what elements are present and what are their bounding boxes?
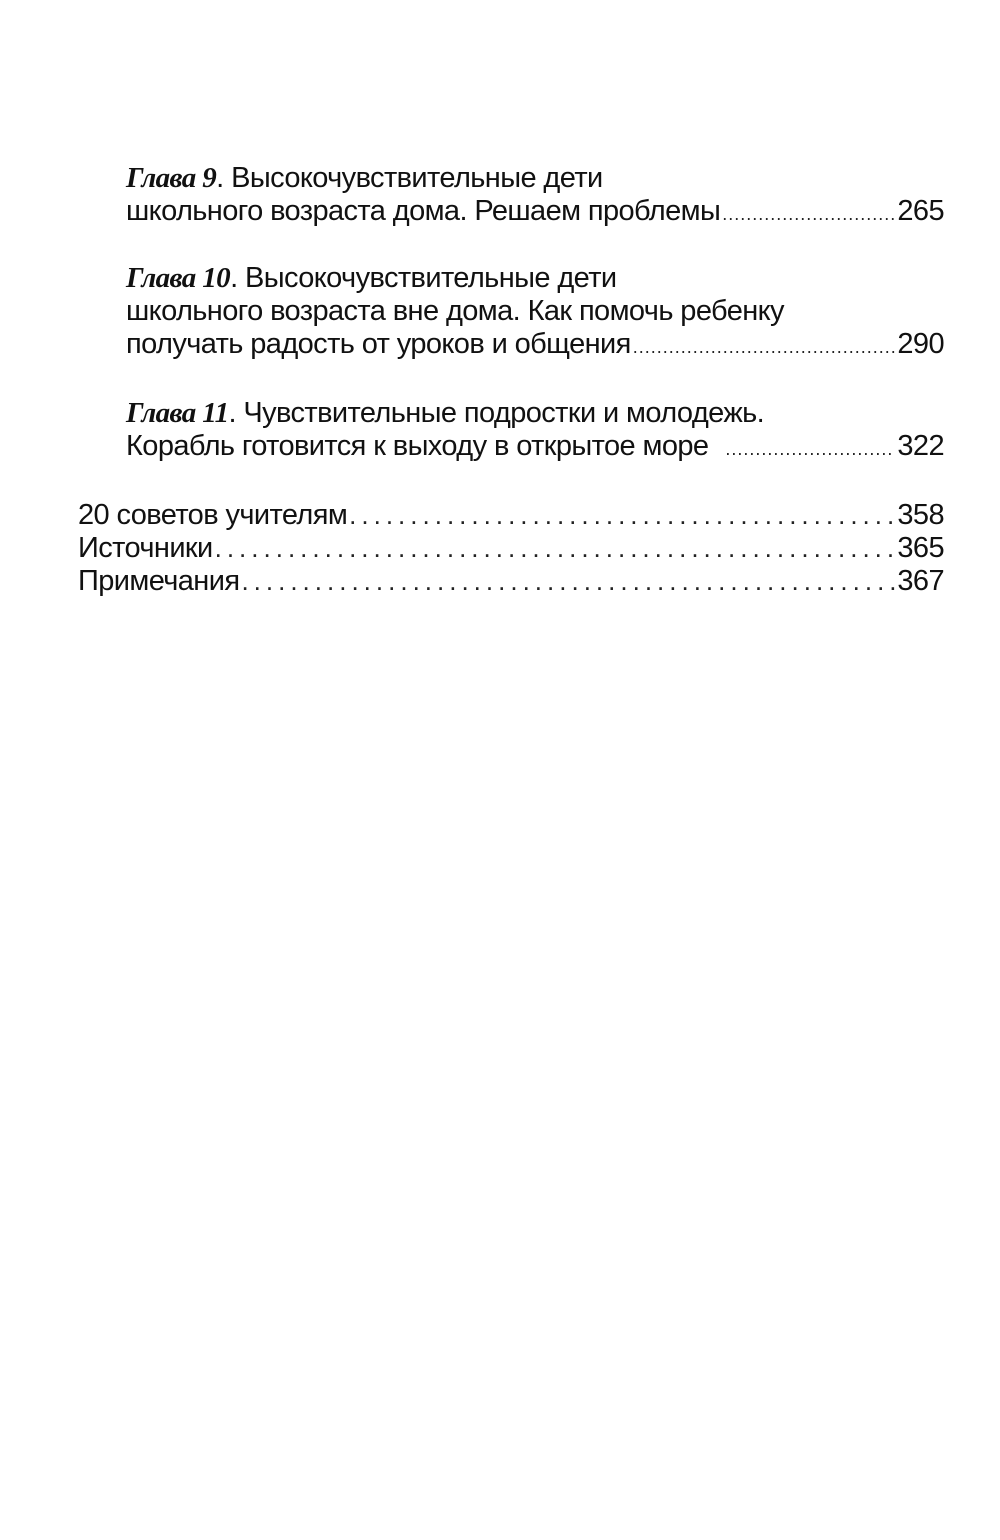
toc-entry-title-line-2 xyxy=(126,195,944,231)
page-number: 365 xyxy=(897,532,944,564)
chapter-title-line: Корабль готовится к выходу в открытое море xyxy=(126,430,709,462)
entry-title: Примечания xyxy=(78,565,240,597)
toc-entry-sources[interactable] xyxy=(78,532,944,565)
dot-leader xyxy=(241,565,895,598)
page-number: 358 xyxy=(897,499,944,531)
chapter-title-line: Высокочувствительные дети xyxy=(245,262,617,294)
toc-entry-title-line-2 xyxy=(126,430,944,466)
chapter-label: Глава 10 xyxy=(126,262,231,294)
toc-entry-title-line-2 xyxy=(126,295,944,328)
chapter-title-line: Высокочувствительные дети xyxy=(231,162,603,194)
separator: . xyxy=(216,162,224,194)
toc-entry-chapter-10[interactable] xyxy=(126,262,944,364)
toc-entry-chapter-11[interactable] xyxy=(126,397,944,466)
chapter-title-line: школьного возраста дома. Решаем проблемы xyxy=(126,195,721,227)
chapter-title-line: получать радость от уроков и общения xyxy=(126,328,631,360)
toc-entry-chapter-9[interactable] xyxy=(126,162,944,231)
dot-leader xyxy=(349,499,895,532)
chapter-label: Глава 9 xyxy=(126,162,217,194)
toc-entry-notes[interactable] xyxy=(78,565,944,598)
dot-leader xyxy=(633,331,896,364)
toc-entry-title-line-3 xyxy=(126,328,944,364)
entry-title: Источники xyxy=(78,532,213,564)
separator: . xyxy=(230,262,238,294)
toc-entry-title-line-1 xyxy=(126,262,944,295)
page-number: 322 xyxy=(897,430,944,462)
chapter-title-line: Чувствительные подростки и молодежь. xyxy=(243,397,765,429)
toc-entry-title-line-1 xyxy=(126,162,944,195)
page-number: 290 xyxy=(897,328,944,360)
dot-leader xyxy=(725,433,895,466)
chapter-title-line: школьного возраста вне дома. Как помочь ребенку xyxy=(126,295,784,327)
toc-entry-title-line-1 xyxy=(126,397,944,430)
toc-entry-teacher-tips[interactable] xyxy=(78,499,944,532)
dot-leader xyxy=(722,198,895,231)
chapter-label: Глава 11 xyxy=(126,397,229,429)
separator: . xyxy=(228,397,236,429)
page-number: 265 xyxy=(897,195,944,227)
page-number: 367 xyxy=(897,565,944,597)
entry-title: 20 советов учителям xyxy=(78,499,348,531)
dot-leader xyxy=(215,532,896,565)
